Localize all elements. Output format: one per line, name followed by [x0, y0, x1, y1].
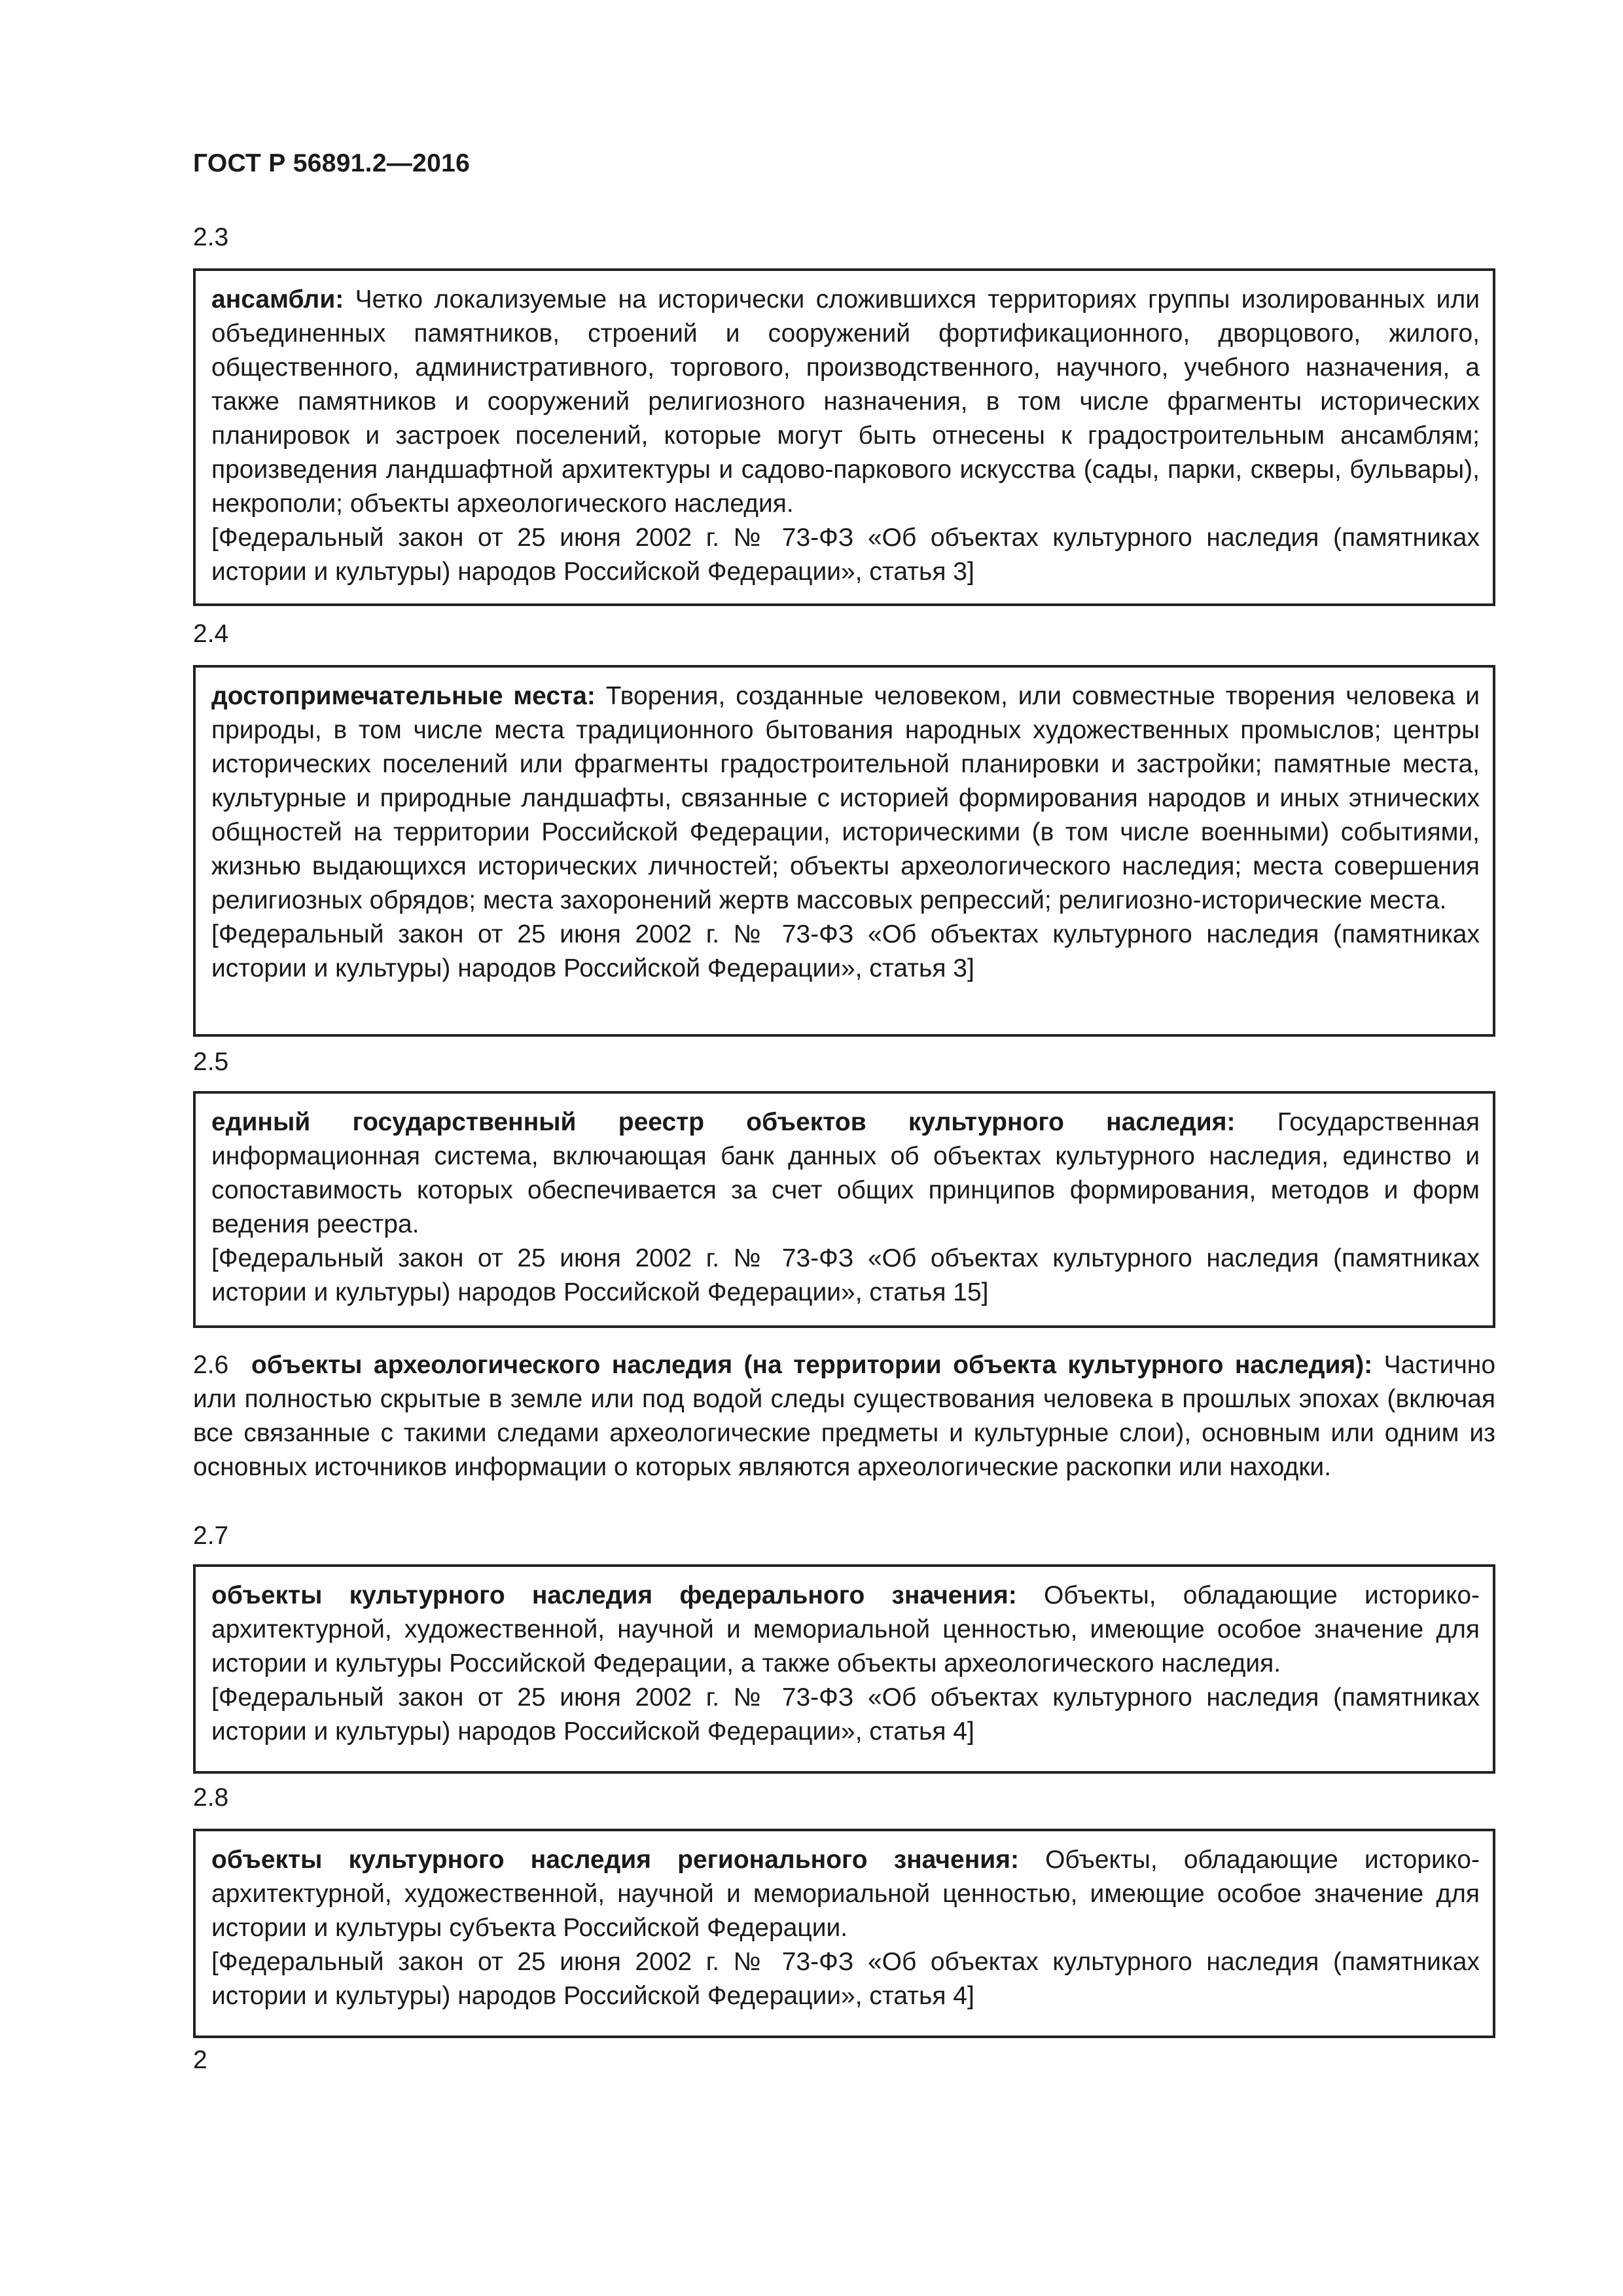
- source-reference: [Федеральный закон от 25 июня 2002 г. № 73-ФЗ «Об объектах культурного наследия (памятниках истории и культуры) народов Российской Федерации», статья 15]: [211, 1244, 1480, 1306]
- definition: Объекты, обладающие историко-архитектурной, художественной, научной и мемориальной ценностью, имеющие особое значение для истории и культуры субъекта Российской Федерации.: [211, 1846, 1480, 1942]
- definition: Объекты, обладающие историко-архитектурной, художественной, научной и мемориальной ценностью, имеющие особое значение для истории и культуры Российской Федерации, а также объекты археологического наследия.: [211, 1581, 1480, 1677]
- source-reference: [Федеральный закон от 25 июня 2002 г. № 73-ФЗ «Об объектах культурного наследия (памятниках истории и культуры) народов Российской Федерации», статья 3]: [211, 920, 1480, 982]
- definition-box: [193, 1829, 1495, 2038]
- definition-box: [193, 1564, 1495, 1774]
- source-reference: [Федеральный закон от 25 июня 2002 г. № 73-ФЗ «Об объектах культурного наследия (памятниках истории и культуры) народов Российской Федерации», статья 4]: [211, 1683, 1480, 1746]
- term: объекты культурного наследия регионального значения:: [211, 1846, 1019, 1874]
- definition-text: [211, 1579, 1480, 1681]
- definition-text: [211, 1843, 1480, 1945]
- page-header-standard: ГОСТ Р 56891.2—2016: [193, 149, 471, 177]
- term: достопримечательные места:: [211, 682, 596, 710]
- definition: Четко локализуемые на исторически сложившихся территориях группы изолированных или объединенных памятников, строений и сооружений фортификационного, дворцового, жилого, общественного, административного, торгового, производственного, научного, учебного назначения, а также памятников и сооружений религиозного назначения, в том числе фрагменты исторических планировок и застроек поселений, которые могут быть отнесены к градостроительным ансамблям; произведения ландшафтной архитектуры и садово-паркового искусства (сады, парки, скверы, бульвары), некрополи; объекты археологического наследия.: [211, 285, 1480, 518]
- term: единый государственный реестр объектов культурного наследия:: [211, 1108, 1236, 1136]
- entry-number: 2.8: [193, 1784, 229, 1812]
- term: объекты культурного наследия федерального значения:: [211, 1581, 1017, 1609]
- definition-text: [193, 1348, 1495, 1484]
- page-number: 2: [193, 2046, 207, 2074]
- definition-paragraph: [193, 1348, 1495, 1484]
- definition-box: [193, 665, 1495, 1037]
- entry-number: 2.7: [193, 1522, 229, 1550]
- definition-text: [211, 679, 1480, 918]
- entry-number: 2.6: [193, 1351, 229, 1379]
- definition: Государственная информационная система, включающая банк данных об объектах культурного наследия, единство и сопоставимость которых обеспечивается за счет общих принципов формирования, методов и форм ведения реестра.: [211, 1108, 1480, 1238]
- definition: Частично или полностью скрытые в земле или под водой следы существования человека в прошлых эпохах (включая все связанные с такими следами археологические предметы и культурные слои), основным или одним из основных источников информации о которых являются археологические раскопки или находки.: [193, 1351, 1496, 1481]
- entry-number: 2.4: [193, 620, 229, 648]
- term: ансамбли:: [211, 285, 344, 314]
- definition-text: [211, 283, 1480, 521]
- definition-box: [193, 268, 1495, 606]
- definition-text: [211, 1105, 1480, 1242]
- entry-number: 2.5: [193, 1048, 229, 1076]
- definition-box: [193, 1091, 1495, 1328]
- source-reference: [Федеральный закон от 25 июня 2002 г. № 73-ФЗ «Об объектах культурного наследия (памятниках истории и культуры) народов Российской Федерации», статья 4]: [211, 1948, 1480, 2010]
- term: объекты археологического наследия (на территории объекта культурного наследия):: [251, 1351, 1373, 1379]
- definition: Творения, созданные человеком, или совместные творения человека и природы, в том числе места традиционного бытования народных художественных промыслов; центры исторических поселений или фрагменты градостроительной планировки и застройки; памятные места, культурные и природные ландшафты, связанные с историей формирования народов и иных этнических общностей на территории Российской Федерации, историческими (в том числе военными) событиями, жизнью выдающихся исторических личностей; объекты археологического наследия; места совершения религиозных обрядов; места захоронений жертв массовых репрессий; религиозно-исторические места.: [211, 682, 1480, 914]
- entry-number: 2.3: [193, 223, 229, 251]
- source-reference: [Федеральный закон от 25 июня 2002 г. № 73-ФЗ «Об объектах культурного наследия (памятниках истории и культуры) народов Российской Федерации», статья 3]: [211, 524, 1480, 586]
